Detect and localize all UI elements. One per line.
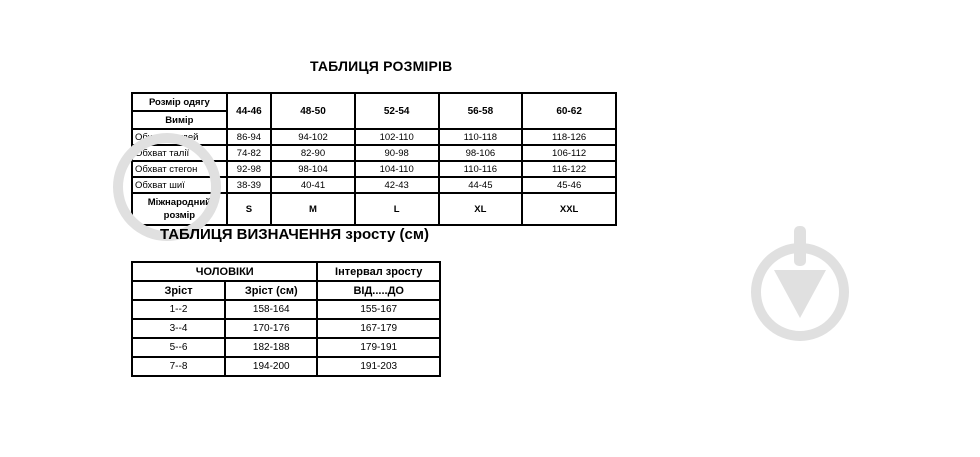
size-column-header: 48-50 — [271, 93, 355, 129]
table-cell: 86-94 — [227, 129, 271, 145]
table-cell: 191-203 — [317, 357, 440, 376]
size-column-header: 52-54 — [355, 93, 439, 129]
intl-size-cell: XXL — [522, 193, 616, 225]
intl-size-cell: L — [355, 193, 439, 225]
table-cell: 90-98 — [355, 145, 439, 161]
measurement-label: Обхват шиї — [132, 177, 227, 193]
height-table-title: ТАБЛИЦЯ ВИЗНАЧЕННЯ зросту (см) — [160, 226, 429, 243]
table-cell: 116-122 — [522, 161, 616, 177]
table-cell: 5--6 — [132, 338, 225, 357]
table-cell: 3--4 — [132, 319, 225, 338]
table-cell: 7--8 — [132, 357, 225, 376]
intl-label-line2: розмір — [163, 210, 196, 221]
size-column-header: 56-58 — [439, 93, 523, 129]
intl-label-line1: Міжнародний — [147, 197, 212, 208]
download-arrow-icon — [746, 224, 854, 346]
row-header-top: Розмір одягу — [132, 93, 227, 111]
table-cell: 45-46 — [522, 177, 616, 193]
table-cell: 104-110 — [355, 161, 439, 177]
men-header: ЧОЛОВІКИ — [132, 262, 317, 281]
range-header: ВІД.....ДО — [317, 281, 440, 300]
size-column-header: 44-46 — [227, 93, 271, 129]
interval-header: Інтервал зросту — [317, 262, 440, 281]
table-cell: 1--2 — [132, 300, 225, 319]
size-column-header: 60-62 — [522, 93, 616, 129]
table-cell: 42-43 — [355, 177, 439, 193]
table-cell: 74-82 — [227, 145, 271, 161]
table-cell: 167-179 — [317, 319, 440, 338]
table-cell: 94-102 — [271, 129, 355, 145]
table-cell: 102-110 — [355, 129, 439, 145]
table-cell: 110-118 — [439, 129, 523, 145]
height-table — [131, 261, 441, 377]
table-row — [132, 300, 440, 319]
measurement-label: Обхват стегон — [132, 161, 227, 177]
size-table-title: ТАБЛИЦЯ РОЗМІРІВ — [310, 58, 453, 74]
table-row — [132, 129, 616, 145]
table-row — [132, 338, 440, 357]
intl-size-cell: S — [227, 193, 271, 225]
table-cell: 179-191 — [317, 338, 440, 357]
table-cell: 98-104 — [271, 161, 355, 177]
table-row — [132, 357, 440, 376]
table-cell: 170-176 — [225, 319, 317, 338]
table-cell: 118-126 — [522, 129, 616, 145]
table-cell: 158-164 — [225, 300, 317, 319]
intl-size-cell: M — [271, 193, 355, 225]
table-cell: 155-167 — [317, 300, 440, 319]
height-cm-header: Зріст (см) — [225, 281, 317, 300]
table-cell: 44-45 — [439, 177, 523, 193]
table-cell: 98-106 — [439, 145, 523, 161]
row-header-bottom: Вимір — [132, 111, 227, 129]
height-code-header: Зріст — [132, 281, 225, 300]
measurement-label: Обхват талії — [132, 145, 227, 161]
table-cell: 82-90 — [271, 145, 355, 161]
table-cell: 38-39 — [227, 177, 271, 193]
table-cell: 182-188 — [225, 338, 317, 357]
intl-size-cell: XL — [439, 193, 523, 225]
table-row — [132, 319, 440, 338]
table-cell: 194-200 — [225, 357, 317, 376]
table-cell: 92-98 — [227, 161, 271, 177]
table-cell: 106-112 — [522, 145, 616, 161]
table-cell: 110-116 — [439, 161, 523, 177]
table-cell: 40-41 — [271, 177, 355, 193]
measurement-label: Обхват грудей — [132, 129, 227, 145]
watermark-circle — [113, 133, 221, 241]
